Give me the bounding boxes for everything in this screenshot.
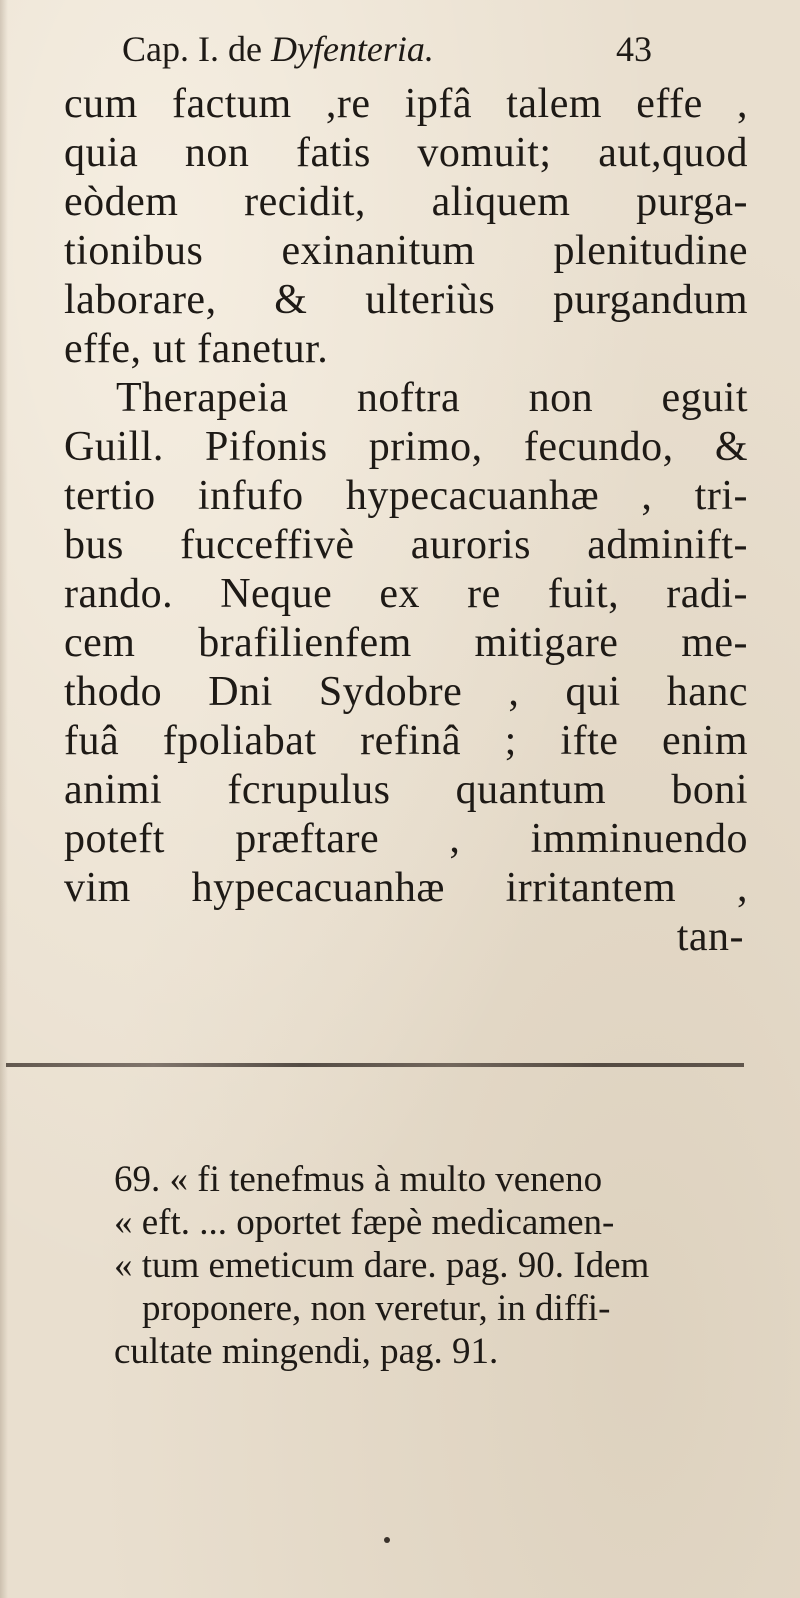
footnote-line: « eft. ... oportet fæpè medicamen- [114,1202,615,1243]
page-number: 43 [616,29,652,69]
text-line: Guill. Pifonis primo, fecundo, & [64,424,748,470]
text-line: fuâ fpoliabat refinâ ; ifte enim [64,718,748,764]
running-head [122,26,652,72]
footnote-line: proponere, non veretur, in diffi- [142,1288,611,1329]
footnote-line: 69. « fi tenefmus à multo veneno [114,1159,603,1200]
ink-speck [384,1537,390,1543]
text-line: bus fucceffivè auroris adminift- [64,522,748,568]
main-text [64,80,748,962]
text-line: cem brafilienfem mitigare me- [64,620,748,666]
page-fold-shadow [0,0,8,1598]
footnote-rule [6,1063,744,1067]
running-title-prefix: Cap. I. de [122,29,271,69]
text-line: Therapeia noftra non eguit [116,375,748,421]
footnote-line: « tum emeticum dare. pag. 90. Idem [114,1245,650,1286]
running-title [122,26,434,72]
text-line: cum factum ,re ipfâ talem effe , [64,81,748,127]
text-line: tertio infufo hypecacuanhæ , tri- [64,473,748,519]
footnote-line: cultate mingendi, pag. 91. [114,1331,499,1372]
text-line: tionibus exinanitum plenitudine [64,228,748,274]
catchword: tan- [676,914,744,960]
text-line: quia non fatis vomuit; aut,quod [64,130,748,176]
running-title-italic: Dyfenteria. [270,29,434,69]
text-line: effe, ut fanetur. [64,326,329,372]
text-line: vim hypecacuanhæ irritantem , [64,865,748,911]
footnotes [114,1158,744,1373]
text-line: eòdem recidit, aliquem purga- [64,179,748,225]
text-line: animi fcrupulus quantum boni [64,767,748,813]
text-line: poteft præftare , imminuendo [64,816,748,862]
text-line: laborare, & ulteriùs purgandum [64,277,748,323]
text-line: thodo Dni Sydobre , qui hanc [64,669,748,715]
text-line: rando. Neque ex re fuit, radi- [64,571,748,617]
